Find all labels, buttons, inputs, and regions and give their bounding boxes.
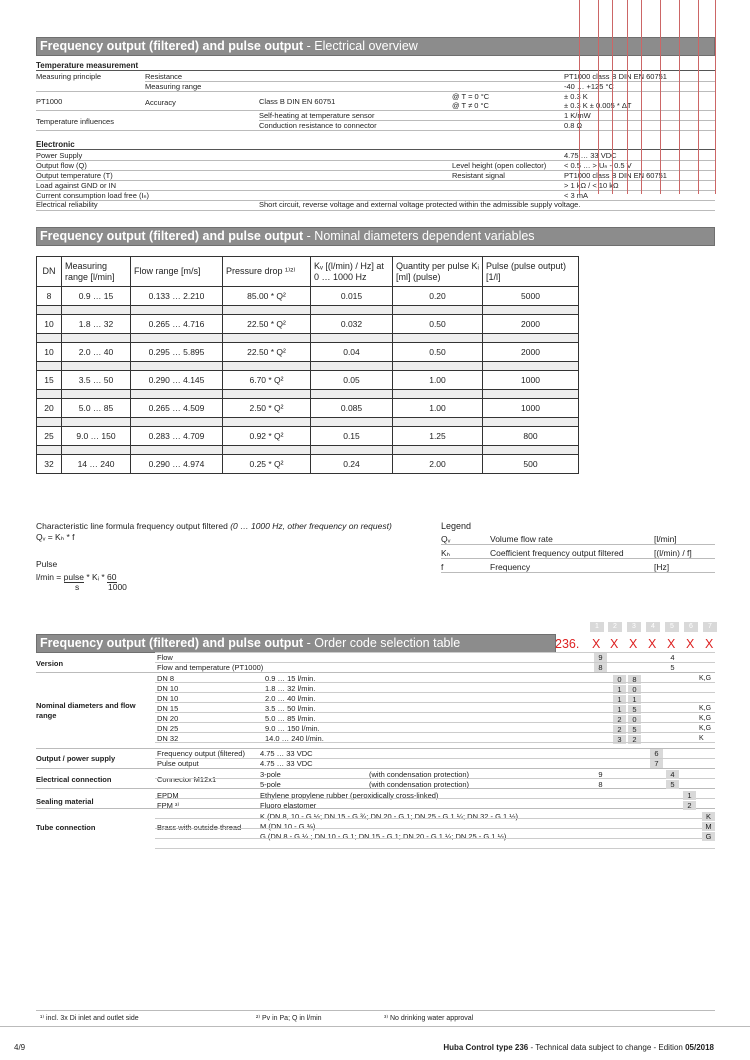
row-divider — [155, 742, 715, 743]
label: Resistant signal — [452, 171, 505, 180]
legend-unit: [l/min] — [654, 534, 677, 544]
table-cell: 0.15 — [311, 427, 393, 446]
label: Output flow (Q) — [36, 161, 87, 170]
table-cell: 0.04 — [311, 343, 393, 362]
table-cell: 1.8 … 32 — [62, 315, 131, 334]
grid-line — [627, 0, 628, 194]
label-tube: Tube connection — [36, 823, 96, 832]
code-cell: 7 — [650, 759, 663, 768]
label: EPDM — [157, 791, 179, 800]
table-cell: 0.015 — [311, 287, 393, 306]
label: @ T ≠ 0 °C — [452, 101, 489, 110]
label: Frequency output (filtered) — [157, 749, 245, 758]
dn-label: DN 20 — [157, 714, 179, 723]
label: (with condensation protection) — [369, 780, 470, 789]
grid-line — [579, 0, 580, 194]
legend-symbol: f — [441, 562, 444, 572]
table-cell: 9.0 … 150 — [62, 427, 131, 446]
order-code-x: X — [686, 637, 695, 651]
col-header: Kᵥ [(l/min) / Hz] at 0 … 1000 Hz — [311, 257, 393, 287]
order-code-x: X — [648, 637, 657, 651]
label: 5-pole — [260, 780, 281, 789]
table-cell: 2.00 — [393, 455, 483, 474]
code-cell: 9 — [598, 770, 603, 779]
label: Resistance — [145, 72, 183, 81]
code-cell: 0 — [628, 685, 641, 694]
table-cell: 0.25 * Q² — [223, 455, 311, 474]
dn-range: 5.0 … 85 l/min. — [265, 714, 316, 723]
column-number: 3 — [627, 622, 641, 632]
table-cell: 0.032 — [311, 315, 393, 334]
dn-label: DN 8 — [157, 674, 175, 683]
value: < 3 mA — [564, 191, 588, 200]
row-divider — [155, 702, 715, 703]
code-cell: 2 — [628, 735, 641, 744]
label: 3-pole — [260, 770, 281, 779]
table-cell: 85.00 * Q² — [223, 287, 311, 306]
code-cell: 1 — [683, 791, 696, 800]
table-cell: 0.50 — [393, 315, 483, 334]
group-divider — [36, 788, 715, 789]
label: Output temperature (T) — [36, 171, 113, 180]
tube-code: K,G — [699, 725, 712, 732]
value: 4.75 … 33 VDC — [564, 151, 617, 160]
code-cell: M — [702, 822, 715, 831]
tube-code: K — [699, 735, 704, 742]
table-cell: 0.50 — [393, 343, 483, 362]
table-cell: 1000 — [483, 371, 579, 390]
legend-symbol: Qᵥ — [441, 534, 451, 544]
row-divider — [155, 652, 715, 653]
code-cell: 2 — [683, 801, 696, 810]
section-header-electrical: Frequency output (filtered) and pulse output - Electrical overview — [36, 37, 715, 56]
grid-line — [715, 0, 716, 194]
pulse-title: Pulse — [36, 559, 58, 569]
label: Pulse output — [157, 759, 199, 768]
col-header: Pressure drop ¹⁾²⁾ — [223, 257, 311, 287]
row-divider — [155, 818, 715, 819]
group-divider — [36, 748, 715, 749]
code-cell: 3 — [613, 735, 626, 744]
label: Current consumption load free (Iₙ) — [36, 191, 150, 200]
order-code-x: X — [592, 637, 601, 651]
code-cell: 1 — [628, 695, 641, 704]
row-divider — [155, 838, 715, 839]
tube-code: K,G — [699, 675, 712, 682]
table-cell: 25 — [37, 427, 62, 446]
code-cell: 8 — [594, 663, 607, 672]
column-number: 5 — [665, 622, 679, 632]
row-divider — [155, 692, 715, 693]
table-cell: 2.50 * Q² — [223, 399, 311, 418]
col-header: DN — [37, 257, 62, 287]
table-cell: 14 … 240 — [62, 455, 131, 474]
label: Brass with outside thread — [157, 823, 242, 832]
column-number: 7 — [703, 622, 717, 632]
value: M (DN 10 - G ⅜) — [260, 822, 316, 831]
table-cell: 0.290 … 4.145 — [131, 371, 223, 390]
row-divider — [155, 848, 715, 849]
table-row — [37, 371, 579, 390]
code-cell: 1 — [613, 695, 626, 704]
label: Load against GND or IN — [36, 181, 117, 190]
column-number: 1 — [590, 622, 604, 632]
legend-divider — [441, 572, 715, 573]
value: K (DN 8, 10 - G ½; DN 15 - G ¾; DN 20 - G 1; DN 25 - G 1 ¼; DN 32 - G 1 ½) — [260, 812, 518, 821]
row-divider — [155, 828, 715, 829]
label: Power Supply — [36, 151, 83, 160]
label: PT1000 — [36, 97, 63, 106]
label-nominal: Nominal diameters and flow range — [36, 701, 136, 720]
table-row — [37, 399, 579, 418]
pulse-formula: l/min = pulse * Kᵢ * 60 — [36, 572, 117, 582]
value: PT1000 class B DIN EN 60751 — [564, 72, 667, 81]
value: 4.75 … 33 VDC — [260, 749, 313, 758]
table-cell: 0.265 … 4.716 — [131, 315, 223, 334]
code-cell: K — [702, 812, 715, 821]
pulse-den: s — [75, 582, 80, 592]
table-cell: 0.290 … 4.974 — [131, 455, 223, 474]
table-row — [37, 287, 579, 306]
value: < 0.5 … > Uₙ - 0.5 V — [564, 161, 632, 170]
value: > 1 kΩ / < 10 kΩ — [564, 181, 619, 190]
table-row — [37, 315, 579, 334]
footer-text: Huba Control type 236 - Technical data subject to change - Edition 05/2018 — [443, 1043, 714, 1052]
label: Electrical reliability — [36, 200, 98, 209]
value: -40 … +125 °C — [564, 82, 614, 91]
order-code-x: X — [610, 637, 619, 651]
label: Temperature influences — [36, 117, 114, 126]
group-divider — [36, 768, 715, 769]
table-cell: 8 — [37, 287, 62, 306]
label-elconn: Electrical connection — [36, 775, 112, 784]
table-cell: 0.265 … 4.509 — [131, 399, 223, 418]
label: Accuracy — [145, 98, 176, 107]
table-cell: 0.92 * Q² — [223, 427, 311, 446]
label-sealing: Sealing material — [36, 797, 94, 806]
code-cell: 1 — [613, 705, 626, 714]
code-cell: 5 — [628, 725, 641, 734]
dn-range: 9.0 … 150 l/min. — [265, 724, 320, 733]
label: Conduction resistance to connector — [259, 121, 377, 130]
row-divider — [155, 778, 715, 779]
value: ± 0.3 K — [564, 92, 588, 101]
legend-title: Legend — [441, 521, 472, 531]
code-cell: 4 — [670, 653, 675, 662]
order-code-x: X — [667, 637, 676, 651]
col-header: Pulse (pulse output) [1/l] — [483, 257, 579, 287]
value: 1 K/mW — [564, 111, 591, 120]
table-cell: 1.00 — [393, 371, 483, 390]
column-number: 2 — [608, 622, 622, 632]
dn-label: DN 25 — [157, 724, 179, 733]
table-row — [37, 343, 579, 362]
order-code-x: X — [629, 637, 638, 651]
label: Connector M12x1 — [157, 775, 217, 784]
table-cell: 1.25 — [393, 427, 483, 446]
table-cell: 10 — [37, 315, 62, 334]
column-number: 6 — [684, 622, 698, 632]
grid-line — [679, 0, 680, 194]
grid-line — [598, 0, 599, 194]
row-divider — [155, 712, 715, 713]
code-cell: 5 — [666, 780, 679, 789]
table-cell: 0.9 … 15 — [62, 287, 131, 306]
code-cell: 0 — [628, 715, 641, 724]
table-cell: 0.24 — [311, 455, 393, 474]
table-cell: 22.50 * Q² — [223, 343, 311, 362]
tube-code: K,G — [699, 715, 712, 722]
value: PT1000 class B DIN EN 60751 — [564, 171, 667, 180]
label: Self-heating at temperature sensor — [259, 111, 375, 120]
code-cell: G — [702, 832, 715, 841]
value: 0.8 Ω — [564, 121, 583, 130]
label-output: Output / power supply — [36, 754, 116, 763]
table-cell: 3.5 … 50 — [62, 371, 131, 390]
value: Short circuit, reverse voltage and external voltage protected within the admissible supply voltage. — [259, 200, 581, 209]
table-cell: 15 — [37, 371, 62, 390]
order-grid — [579, 650, 715, 844]
label: (with condensation protection) — [369, 770, 470, 779]
footnote: ¹⁾ incl. 3x Di inlet and outlet side — [40, 1015, 139, 1022]
label: Measuring range — [145, 82, 202, 91]
grid-line — [612, 0, 613, 194]
code-cell: 5 — [670, 663, 675, 672]
legend-desc: Volume flow rate — [490, 534, 553, 544]
label: Measuring principle — [36, 72, 102, 81]
row-divider — [155, 732, 715, 733]
value: Fluoro elastomer — [260, 801, 317, 810]
table-cell: 1000 — [483, 399, 579, 418]
code-cell: 5 — [628, 705, 641, 714]
label: Flow and temperature (PT1000) — [157, 663, 264, 672]
label: Flow — [157, 653, 173, 662]
order-code-x: X — [705, 637, 714, 651]
column-number: 4 — [646, 622, 660, 632]
legend-desc: Coefficient frequency output filtered — [490, 548, 624, 558]
footnote: ³⁾ No drinking water approval — [384, 1015, 474, 1022]
label: @ T = 0 °C — [452, 92, 490, 101]
code-cell: 4 — [666, 770, 679, 779]
formula-line: Qᵥ = Kₕ * f — [36, 532, 75, 542]
dn-range: 2.0 … 40 l/min. — [265, 694, 316, 703]
col-header: Flow range [m/s] — [131, 257, 223, 287]
table-cell: 800 — [483, 427, 579, 446]
order-code-prefix: 236. — [555, 637, 580, 651]
table-cell: 0.295 … 5.895 — [131, 343, 223, 362]
table-cell: 0.05 — [311, 371, 393, 390]
dn-label: DN 10 — [157, 694, 179, 703]
dn-range: 1.8 … 32 l/min. — [265, 684, 316, 693]
formula-title: Characteristic line formula frequency output filtered (0 … 1000 Hz, other frequency on request) — [36, 521, 392, 531]
label-version: Version — [36, 659, 64, 668]
col-header: Quantity per pulse Kᵢ [ml] (pulse) — [393, 257, 483, 287]
dn-label: DN 15 — [157, 704, 179, 713]
table-cell: 0.085 — [311, 399, 393, 418]
table-cell: 2000 — [483, 343, 579, 362]
row-divider — [155, 758, 715, 759]
table-cell: 22.50 * Q² — [223, 315, 311, 334]
row-divider — [155, 682, 715, 683]
table-cell: 1.00 — [393, 399, 483, 418]
row-divider — [155, 722, 715, 723]
col-header: Measuring range [l/min] — [62, 257, 131, 287]
group-divider — [36, 808, 715, 809]
dn-label: DN 32 — [157, 734, 179, 743]
temp-heading: Temperature measurement — [36, 61, 139, 70]
table-cell: 0.20 — [393, 287, 483, 306]
dn-range: 0.9 … 15 l/min. — [265, 674, 316, 683]
table-cell: 10 — [37, 343, 62, 362]
code-cell: 8 — [628, 675, 641, 684]
nominal-table — [36, 256, 579, 474]
value: ± 0.3 K ± 0.005 * ΔT — [564, 101, 632, 110]
code-cell: 0 — [613, 675, 626, 684]
grid-line — [698, 0, 699, 194]
dn-range: 3.5 … 50 l/min. — [265, 704, 316, 713]
row-divider — [155, 798, 715, 799]
footnote: ²⁾ Pv in Pa; Q in l/min — [256, 1015, 322, 1022]
row-divider — [155, 662, 715, 663]
code-cell: 2 — [613, 715, 626, 724]
table-row — [37, 455, 579, 474]
label: Class B DIN EN 60751 — [259, 97, 336, 106]
grid-line — [641, 0, 642, 194]
table-cell: 20 — [37, 399, 62, 418]
group-divider — [36, 672, 715, 673]
label: FPM ³⁾ — [157, 801, 180, 810]
section-header-order: Frequency output (filtered) and pulse output - Order code selection table — [36, 634, 556, 653]
code-cell: 6 — [650, 749, 663, 758]
table-cell: 5.0 … 85 — [62, 399, 131, 418]
dn-range: 14.0 … 240 l/min. — [265, 734, 324, 743]
table-cell: 2.0 … 40 — [62, 343, 131, 362]
code-cell: 8 — [598, 780, 603, 789]
legend-unit: [Hz] — [654, 562, 670, 572]
code-cell: 9 — [594, 653, 607, 662]
table-cell: 6.70 * Q² — [223, 371, 311, 390]
section-header-nominal: Frequency output (filtered) and pulse output - Nominal diameters dependent variables — [36, 227, 715, 246]
table-cell: 5000 — [483, 287, 579, 306]
legend-divider — [441, 558, 715, 559]
legend-desc: Frequency — [490, 562, 531, 572]
legend-symbol: Kₕ — [441, 548, 451, 558]
code-cell: 2 — [613, 725, 626, 734]
dn-label: DN 10 — [157, 684, 179, 693]
page-number: 4/9 — [14, 1043, 26, 1052]
code-cell: 1 — [613, 685, 626, 694]
table-cell: 2000 — [483, 315, 579, 334]
electronic-heading: Electronic — [36, 140, 75, 149]
table-cell: 500 — [483, 455, 579, 474]
legend-divider — [441, 544, 715, 545]
label: Level height (open collector) — [452, 161, 547, 170]
pulse-den2: 1000 — [108, 582, 127, 592]
value: Ethylene propylene rubber (peroxidically cross-linked) — [260, 791, 439, 800]
table-row — [37, 427, 579, 446]
value: 4.75 … 33 VDC — [260, 759, 313, 768]
legend-unit: [(l/min) / f] — [654, 548, 692, 558]
tube-code: K,G — [699, 705, 712, 712]
table-cell: 0.283 … 4.709 — [131, 427, 223, 446]
table-cell: 32 — [37, 455, 62, 474]
table-cell: 0.133 … 2.210 — [131, 287, 223, 306]
value: G (DN 8 - G ¼ ; DN 10 - G 1; DN 15 - G 1; DN 20 - G 1 ¼; DN 25 - G 1 ½) — [260, 832, 507, 841]
grid-line — [660, 0, 661, 194]
